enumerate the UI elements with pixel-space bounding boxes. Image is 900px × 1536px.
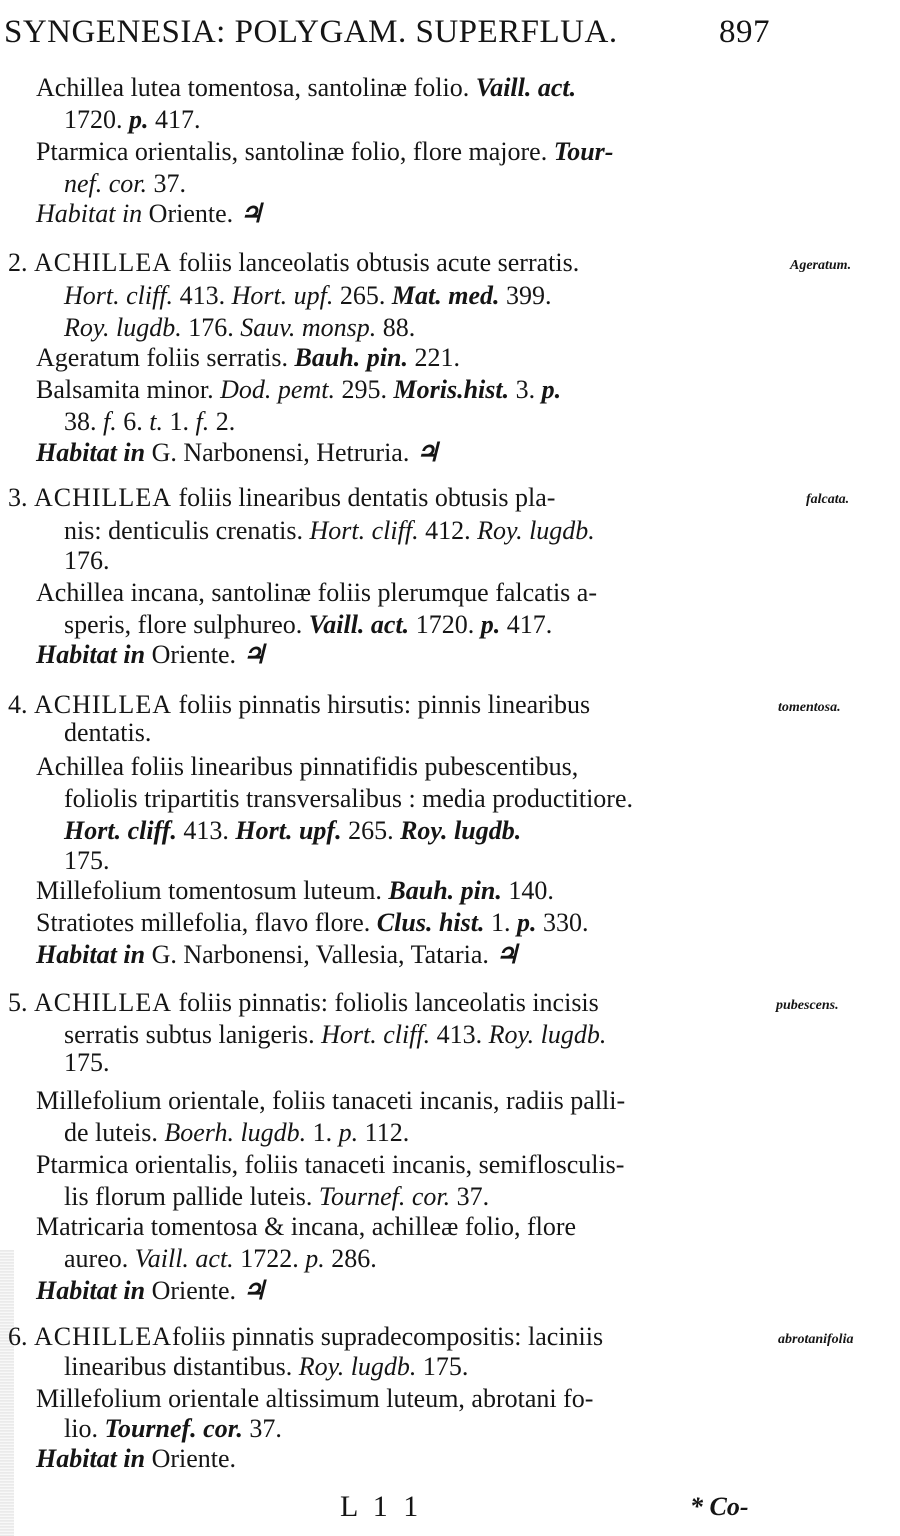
margin-trivial-name: abrotanifolia [778,1332,854,1347]
text-line: Millefolium orientale, foliis tanaceti incanis, radiis palli- [36,1086,626,1115]
text-line: lis florum pallide luteis. Tournef. cor. 37. [64,1182,490,1211]
species-number: 4. [8,690,28,719]
signature-mark: L 1 1 [340,1490,423,1523]
habitat-line: Habitat in G. Narbonensi, Vallesia, Tataria. ♃ [36,940,519,969]
text-line: Achillea incana, santolinæ foliis plerumque falcatis a- [36,578,597,607]
habitat-line: Habitat in G. Narbonensi, Hetruria. ♃ [36,438,440,467]
perennial-symbol-icon: ♃ [415,438,440,467]
text-line: Achillea foliis linearibus pinnatifidis pubescentibus, [36,752,579,781]
species-entry-3: 3. ACHILLEA foliis linearibus dentatis obtusis pla- [8,483,556,512]
text-line: Hort. cliff. 413. Hort. upf. 265. Mat. med. 399. [64,281,552,310]
perennial-symbol-icon: ♃ [242,1276,266,1305]
species-entry-6: 6. ACHILLEAfoliis pinnatis supradecompositis: laciniis [8,1322,604,1351]
species-number: 3. [8,483,28,512]
text-line: Ageratum foliis serratis. Bauh. pin. 221. [36,343,460,372]
text-line: lio. Tournef. cor. 37. [64,1414,282,1443]
margin-trivial-name: falcata. [806,492,850,507]
text-line: Achillea lutea tomentosa, santolinæ folio. Vaill. act. [36,73,577,102]
text-line: 38. f. 6. t. 1. f. 2. [64,407,236,436]
text-line: linearibus distantibus. Roy. lugdb. 175. [64,1352,469,1381]
species-number: 2. [8,248,28,277]
species-entry-4: 4. ACHILLEA foliis pinnatis hirsutis: pinnis linearibus [8,690,591,719]
text-line: Matricaria tomentosa & incana, achilleæ folio, flore [36,1212,577,1241]
text-line: speris, flore sulphureo. Vaill. act. 1720. p. 417. [64,610,553,639]
text-line: Balsamita minor. Dod. pemt. 295. Moris.hist. 3. p. [36,375,562,404]
genus-name: ACHILLEA [34,483,172,512]
text-line: aureo. Vaill. act. 1722. p. 286. [64,1244,377,1273]
page-edge-shadow [0,1250,14,1536]
text-line: Hort. cliff. 413. Hort. upf. 265. Roy. lugdb. [64,816,522,845]
genus-name: ACHILLEA [34,1322,172,1351]
text-line: 176. [64,546,110,575]
text-line: Ptarmica orientalis, santolinæ folio, flore majore. Tour- [36,137,614,166]
habitat-line: Habitat in Oriente. ♃ [36,199,263,228]
habitat-line: Habitat in Oriente. ♃ [36,1276,266,1305]
text-line: nis: denticulis crenatis. Hort. cliff. 412. Roy. lugdb. [64,516,595,545]
text-line: foliolis tripartitis transversalibus : media productitiore. [64,784,633,813]
species-number: 5. [8,988,28,1017]
perennial-symbol-icon: ♃ [495,940,519,969]
margin-trivial-name: pubescens. [776,998,839,1013]
text-line: 175. [64,1048,110,1077]
catchword: * Co- [690,1492,749,1521]
margin-trivial-name: tomentosa. [778,700,841,715]
habitat-line: Habitat in Oriente. ♃ [36,640,266,669]
text-line: Stratiotes millefolia, flavo flore. Clus. hist. 1. p. 330. [36,908,589,937]
species-entry-2: 2. ACHILLEA foliis lanceolatis obtusis acute serratis. [8,248,580,277]
perennial-symbol-icon: ♃ [239,199,263,228]
perennial-symbol-icon: ♃ [242,640,266,669]
text-line: Millefolium tomentosum luteum. Bauh. pin. 140. [36,876,554,905]
species-entry-5: 5. ACHILLEA foliis pinnatis: foliolis lanceolatis incisis [8,988,599,1017]
genus-name: ACHILLEA [34,248,172,277]
running-header [4,14,784,51]
genus-name: ACHILLEA [34,988,172,1017]
page-number: 897 [719,14,770,50]
margin-trivial-name: Ageratum. [790,258,852,273]
genus-name: ACHILLEA [34,690,172,719]
header-title: SYNGENESIA: POLYGAM. SUPERFLUA. [4,14,618,50]
text-line: dentatis. [64,718,152,747]
text-line: Roy. lugdb. 176. Sauv. monsp. 88. [64,313,416,342]
species-number: 6. [8,1322,28,1351]
text-line: de luteis. Boerh. lugdb. 1. p. 112. [64,1118,410,1147]
text-line: serratis subtus lanigeris. Hort. cliff. 413. Roy. lugdb. [64,1020,607,1049]
text-line: Ptarmica orientalis, foliis tanaceti incanis, semiflosculis- [36,1150,625,1179]
text-line: nef. cor. 37. [64,169,187,198]
habitat-line: Habitat in Oriente. [36,1444,237,1473]
text-line: 175. [64,846,110,875]
text-line: Millefolium orientale altissimum luteum, abrotani fo- [36,1384,594,1413]
text-line: 1720. p. 417. [64,105,201,134]
